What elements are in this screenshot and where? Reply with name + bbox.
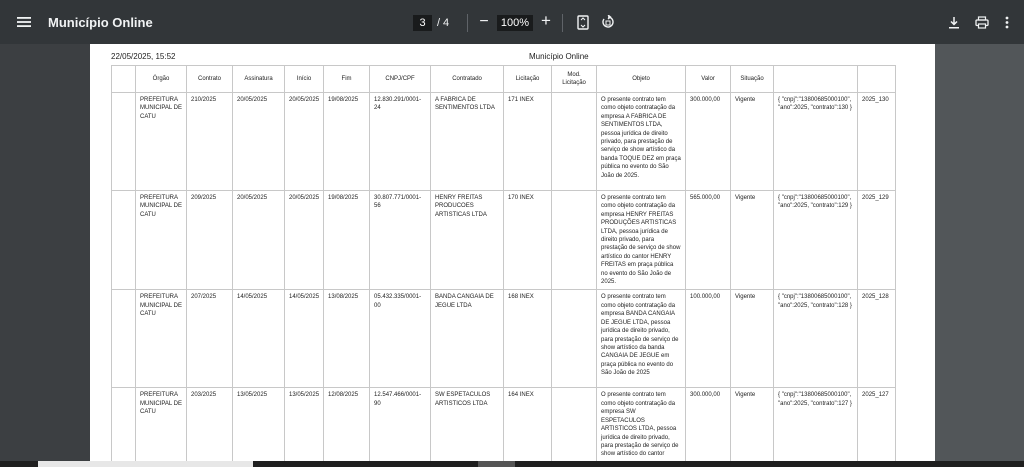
column-header-fim: Fim	[324, 66, 370, 93]
cell-contrato: 209/2025	[187, 191, 233, 290]
taskbar-segment	[478, 461, 515, 467]
cell-situacao: Vigente	[731, 191, 774, 290]
cell-objeto: O presente contrato tem como objeto contratação da empresa BANDA CANGAIA DE JEGUE LTDA, pessoa jurídica de direito privado, para prestação de serviço de show artístico da banda CANGAIA DE JEGUE em praça pública no evento do São João de 2025	[597, 290, 686, 388]
cell-id: 2025_128	[858, 290, 896, 388]
cell-assinatura: 20/05/2025	[233, 93, 285, 191]
cell-contratado: BANDA CANGAIA DE JEGUE LTDA	[431, 290, 504, 388]
cell-objeto: O presente contrato tem como objeto contratação da empresa SW ESPETACULOS ARTISTICOS LTDA, pessoa jurídica de direito privado, para prestação de serviço de show artístico do cantor	[597, 388, 686, 467]
zoom-input[interactable]: 100%	[497, 15, 533, 31]
cell-cnpj-cpf: 30.807.771/0001-56	[370, 191, 431, 290]
cell-orgao: PREFEITURA MUNICIPAL DE CATU	[136, 191, 187, 290]
column-header-licitacao: Licitação	[504, 66, 552, 93]
cell-situacao: Vigente	[731, 388, 774, 467]
cell-mod-licitacao	[552, 290, 597, 388]
cell-cnpj-cpf: 12.830.291/0001-24	[370, 93, 431, 191]
pdf-page	[90, 44, 935, 467]
cell-fim: 19/08/2025	[324, 93, 370, 191]
toolbar-divider	[467, 14, 468, 32]
column-header-inicio: Início	[285, 66, 324, 93]
table-header-row	[112, 66, 896, 93]
cell-licitacao: 164 INEX	[504, 388, 552, 467]
cell-cnpj-cpf: 05.432.335/0001-00	[370, 290, 431, 388]
cell-licitacao: 170 INEX	[504, 191, 552, 290]
column-header-situacao: Situação	[731, 66, 774, 93]
more-vert-icon[interactable]	[1001, 14, 1013, 30]
cell-json: { "cnpj":"13800685000100", "ano":2025, "contrato":129 }	[774, 191, 858, 290]
taskbar-strip	[0, 461, 1024, 467]
cell-fim: 12/08/2025	[324, 388, 370, 467]
zoom-in-button[interactable]: +	[541, 11, 551, 30]
column-header-json	[774, 66, 858, 93]
print-timestamp: 22/05/2025, 15:52	[111, 52, 176, 61]
cell-assinatura: 14/05/2025	[233, 290, 285, 388]
cell-json: { "cnpj":"13800685000100", "ano":2025, "contrato":130 }	[774, 93, 858, 191]
page-number-input[interactable]: 3	[413, 15, 432, 31]
column-header-mod-licitacao: Mod. Licitação	[552, 66, 597, 93]
column-header-cnpj-cpf: CNPJ/CPF	[370, 66, 431, 93]
total-pages: 4	[443, 17, 450, 29]
cell-mod-licitacao	[552, 93, 597, 191]
cell-fim: 19/08/2025	[324, 191, 370, 290]
contracts-table	[111, 65, 896, 467]
cell-json: { "cnpj":"13800685000100", "ano":2025, "contrato":128 }	[774, 290, 858, 388]
toolbar-divider	[562, 14, 563, 32]
cell-inicio: 13/05/2025	[285, 388, 324, 467]
taskbar-segment	[38, 461, 253, 467]
cell-contratado: SW ESPETACULOS ARTISTICOS LTDA	[431, 388, 504, 467]
cell-contrato: 207/2025	[187, 290, 233, 388]
table-row	[112, 388, 896, 467]
table-body	[112, 93, 896, 467]
cell-id: 2025_129	[858, 191, 896, 290]
column-header-orgao: Órgão	[136, 66, 187, 93]
menu-icon[interactable]	[16, 14, 32, 30]
cell-situacao: Vigente	[731, 290, 774, 388]
cell-fim: 13/08/2025	[324, 290, 370, 388]
cell-assinatura: 20/05/2025	[233, 191, 285, 290]
table-row	[112, 290, 896, 388]
cell-contrato: 210/2025	[187, 93, 233, 191]
cell-valor: 565.000,00	[686, 191, 731, 290]
column-header-contratado: Contratado	[431, 66, 504, 93]
cell-inicio: 20/05/2025	[285, 191, 324, 290]
cell-situacao: Vigente	[731, 93, 774, 191]
cell-orgao: PREFEITURA MUNICIPAL DE CATU	[136, 93, 187, 191]
thumbnail-sidebar	[0, 44, 90, 467]
column-header-blank	[112, 66, 136, 93]
zoom-out-button[interactable]: −	[479, 13, 489, 30]
table-row	[112, 93, 896, 191]
document-title: Município Online	[48, 14, 153, 30]
page-separator: /	[437, 17, 441, 29]
cell-cnpj-cpf: 12.547.466/0001-90	[370, 388, 431, 467]
cell-objeto: O presente contrato tem como objeto contratação da empresa HENRY FREITAS PRODUÇÕES ARTISTICAS LTDA, pessoa jurídica de direito privado, para prestação de serviço de show artístico do cantor HENRY FREITAS em praça pública no evento do São João de 2025.	[597, 191, 686, 290]
cell-contratado: HENRY FREITAS PRODUCOES ARTISTICAS LTDA	[431, 191, 504, 290]
table-row	[112, 191, 896, 290]
column-header-id	[858, 66, 896, 93]
cell-licitacao: 171 INEX	[504, 93, 552, 191]
download-icon[interactable]	[946, 14, 962, 30]
cell-contrato: 203/2025	[187, 388, 233, 467]
column-header-contrato: Contrato	[187, 66, 233, 93]
column-header-objeto: Objeto	[597, 66, 686, 93]
column-header-assinatura: Assinatura	[233, 66, 285, 93]
page-heading: Município Online	[529, 52, 589, 61]
cell-id: 2025_127	[858, 388, 896, 467]
cell-blank	[112, 290, 136, 388]
cell-id: 2025_130	[858, 93, 896, 191]
cell-blank	[112, 93, 136, 191]
cell-inicio: 20/05/2025	[285, 93, 324, 191]
pdf-toolbar	[0, 0, 1024, 44]
cell-mod-licitacao	[552, 388, 597, 467]
cell-valor: 100.000,00	[686, 290, 731, 388]
column-header-valor: Valor	[686, 66, 731, 93]
cell-blank	[112, 191, 136, 290]
cell-json: { "cnpj":"13800685000100", "ano":2025, "contrato":127 }	[774, 388, 858, 467]
cell-mod-licitacao	[552, 191, 597, 290]
cell-valor: 300.000,00	[686, 93, 731, 191]
cell-inicio: 14/05/2025	[285, 290, 324, 388]
cell-orgao: PREFEITURA MUNICIPAL DE CATU	[136, 388, 187, 467]
cell-blank	[112, 388, 136, 467]
cell-valor: 300.000,00	[686, 388, 731, 467]
print-icon[interactable]	[974, 14, 990, 30]
cell-licitacao: 168 INEX	[504, 290, 552, 388]
cell-contratado: A FABRICA DE SENTIMENTOS LTDA	[431, 93, 504, 191]
fit-page-icon[interactable]	[575, 14, 591, 30]
rotate-icon[interactable]	[600, 14, 616, 30]
cell-orgao: PREFEITURA MUNICIPAL DE CATU	[136, 290, 187, 388]
cell-assinatura: 13/05/2025	[233, 388, 285, 467]
cell-objeto: O presente contrato tem como objeto contratação da empresa A FABRICA DE SENTIMENTOS LTDA, pessoa jurídica de direito privado, para prestação de serviço de show artístico da banda TOQUE DEZ em praça pública no evento do São João de 2025.	[597, 93, 686, 191]
